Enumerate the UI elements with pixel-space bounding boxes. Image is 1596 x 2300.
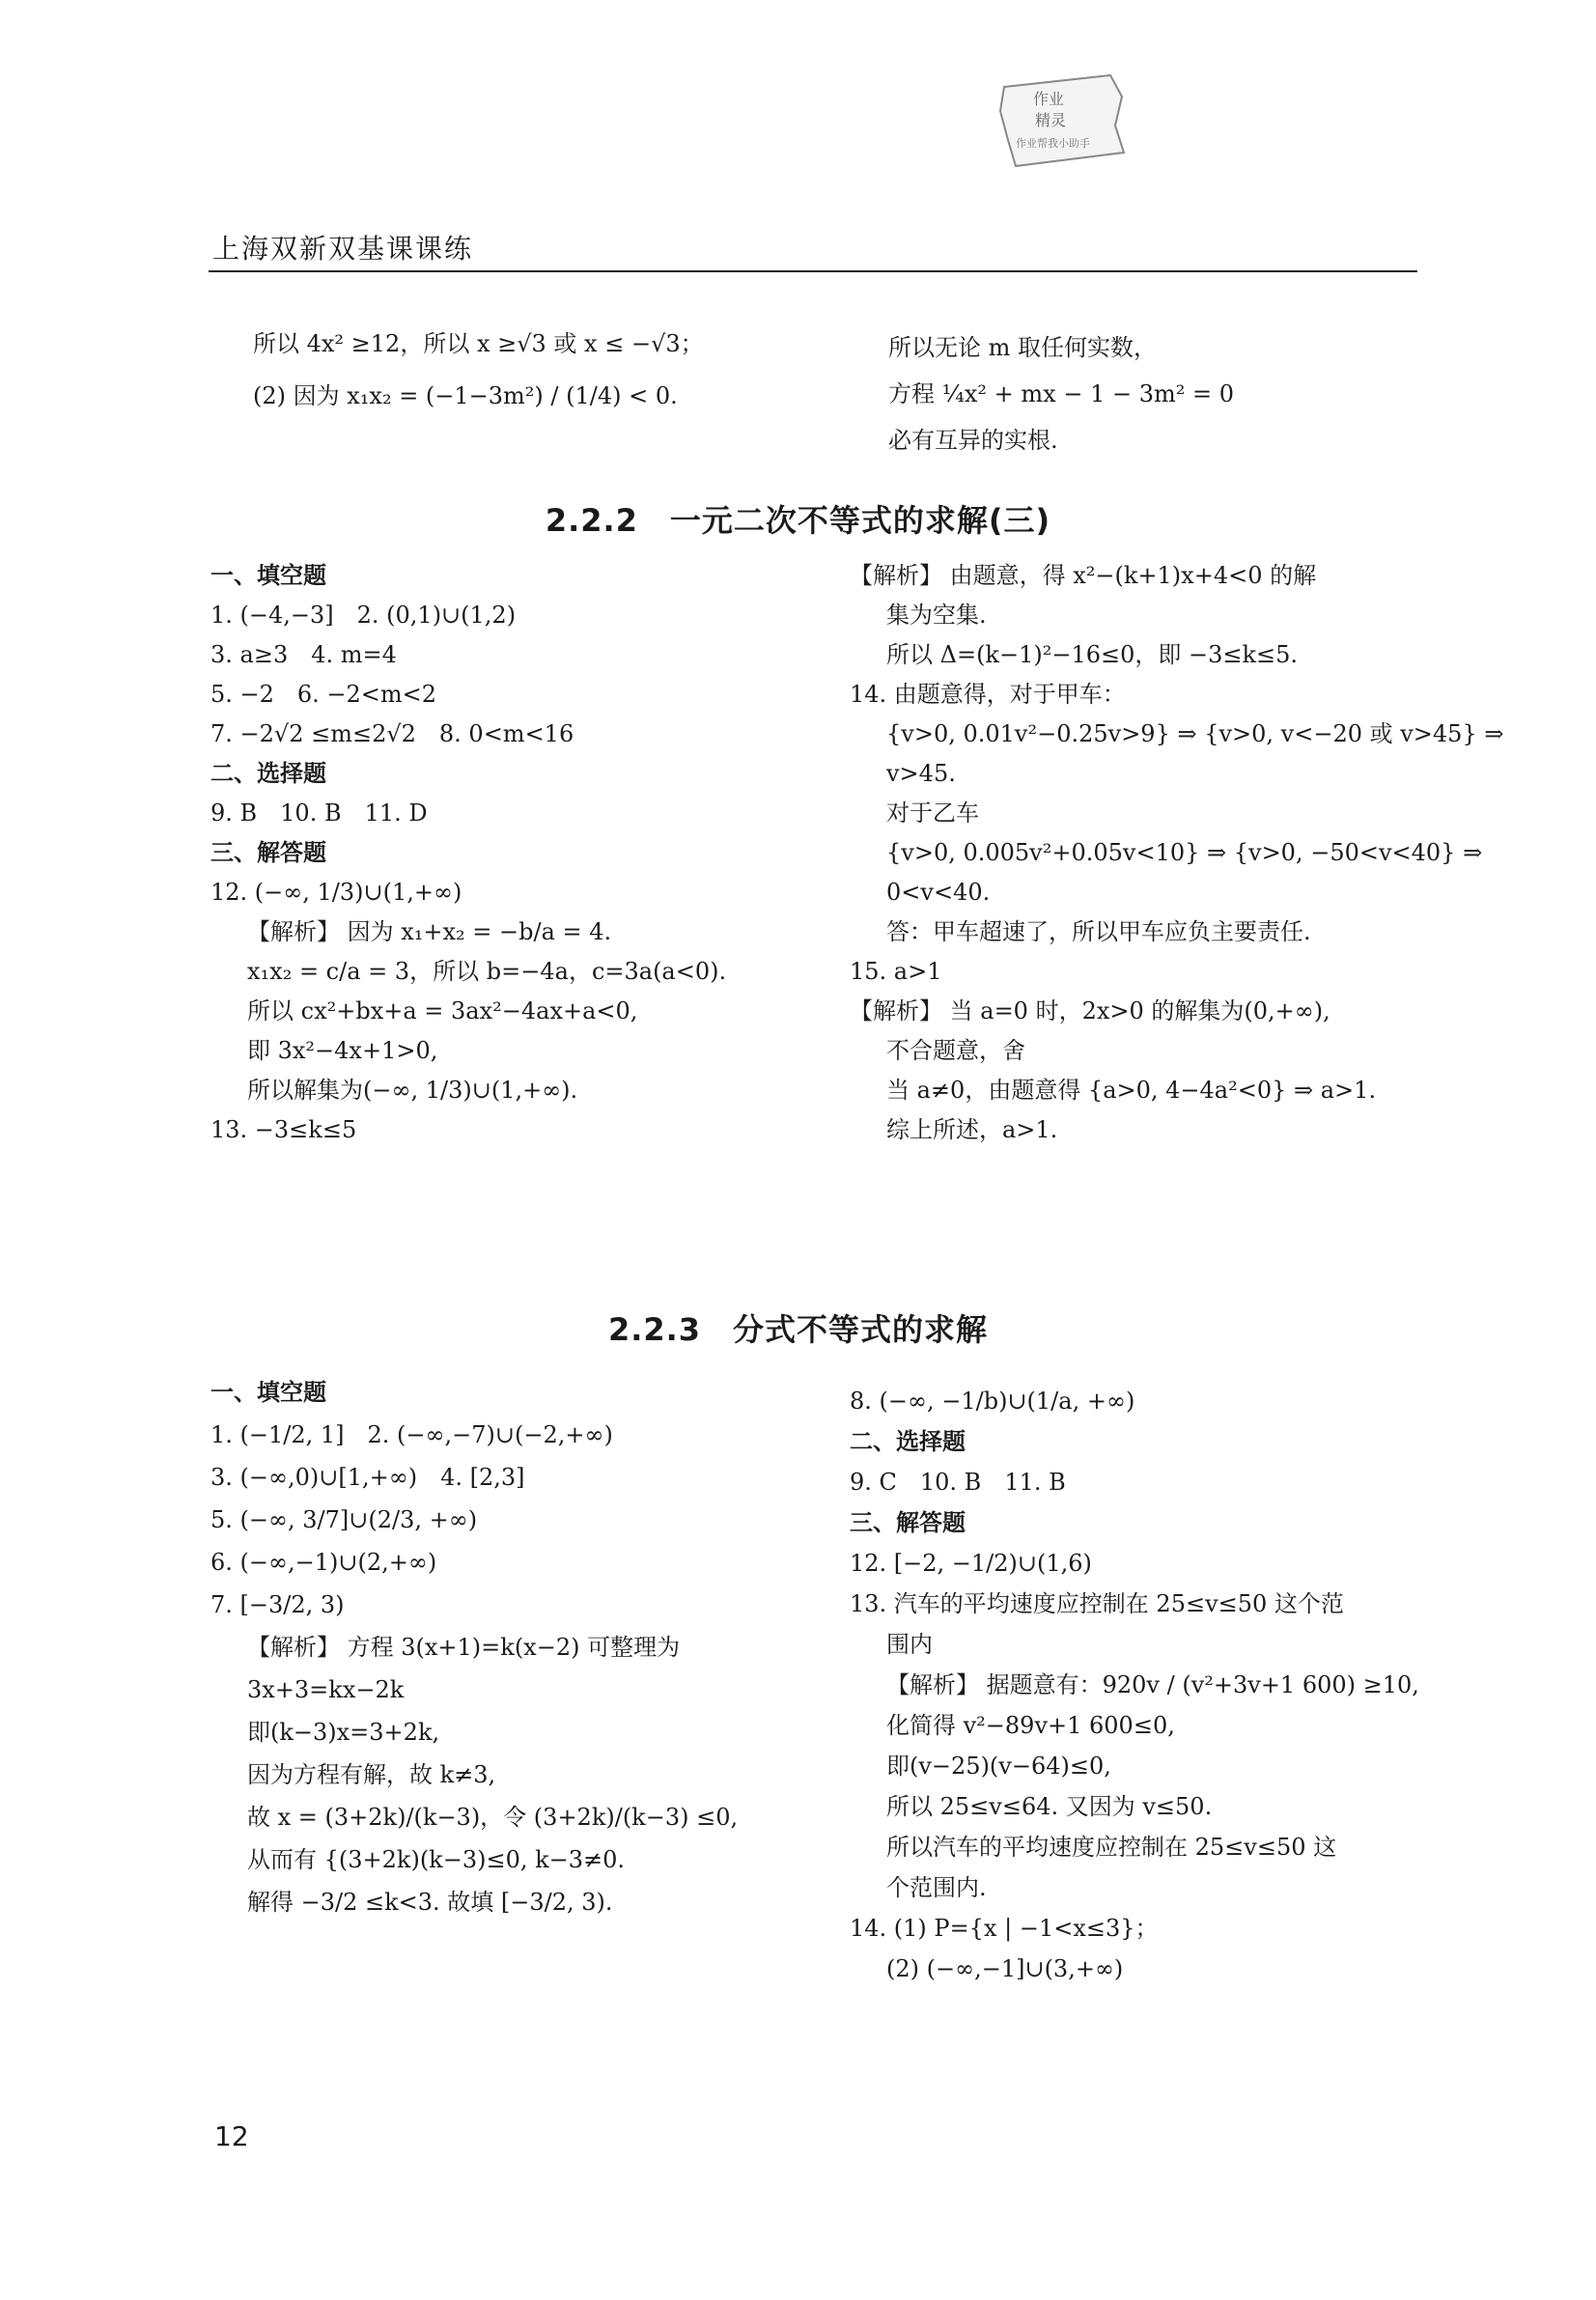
answer-line: 围内 <box>886 1631 933 1658</box>
answer-line: 3. a≥3 4. m=4 <box>210 641 397 668</box>
section-title-2-2-3: 2.2.3 分式不等式的求解 <box>607 1311 989 1348</box>
answer-line: 因为方程有解，故 k≠3, <box>247 1761 496 1788</box>
section1-right-column <box>850 556 1504 1150</box>
answer-line: 1. (−1/2, 1] 2. (−∞,−7)∪(−2,+∞) <box>210 1421 613 1448</box>
answer-line: 9. B 10. B 11. D <box>210 799 428 827</box>
answer-line: 解得 −3/2 ≤k<3. 故填 [−3/2, 3). <box>247 1889 613 1916</box>
answer-line: 13. −3≤k≤5 <box>210 1116 357 1143</box>
answer-line: 个范围内. <box>886 1874 987 1901</box>
answer-line: 8. (−∞, −1/b)∪(1/a, +∞) <box>850 1388 1135 1415</box>
subsection-heading: 二、选择题 <box>210 760 326 787</box>
stamp-graphic <box>994 68 1130 174</box>
subsection-heading: 三、解答题 <box>850 1509 966 1536</box>
stamp-line2: 精灵 <box>1035 111 1067 129</box>
text-line: 方程 ¼x² + mx − 1 − 3m² = 0 <box>888 380 1234 407</box>
answer-line: 即 3x²−4x+1>0, <box>247 1037 438 1064</box>
answer-line: 故 x = (3+2k)/(k−3)，令 (3+2k)/(k−3) ≤0, <box>247 1804 739 1831</box>
answer-line: 9. C 10. B 11. B <box>850 1469 1066 1496</box>
answer-line: 当 a≠0，由题意得 {a>0, 4−4a²<0} ⇒ a>1. <box>886 1077 1377 1104</box>
answer-line: 所以 25≤v≤64. 又因为 v≤50. <box>886 1793 1213 1820</box>
section-title-2-2-2: 2.2.2 一元二次不等式的求解(三) <box>545 502 1051 539</box>
answer-line: 3x+3=kx−2k <box>247 1676 405 1703</box>
answer-line: 即(v−25)(v−64)≤0, <box>886 1753 1111 1780</box>
answer-line: v>45. <box>886 760 956 787</box>
answer-line: 对于乙车 <box>886 799 979 827</box>
answer-line: 即(k−3)x=3+2k, <box>247 1719 440 1746</box>
subsection-heading: 一、填空题 <box>210 562 326 589</box>
page-header: 上海双新双基课课练 <box>212 233 474 265</box>
answer-line: 所以 cx²+bx+a = 3ax²−4ax+a<0, <box>247 997 638 1024</box>
header-rule <box>209 270 1417 272</box>
answer-line: 7. [−3/2, 3) <box>210 1591 345 1618</box>
answer-line: 【解析】 当 a=0 时，2x>0 的解集为(0,+∞), <box>850 997 1330 1024</box>
answer-line: 化简得 v²−89v+1 600≤0, <box>886 1712 1175 1739</box>
section2-left-column <box>210 1371 828 1923</box>
answer-line: 集为空集. <box>886 602 987 629</box>
top-right-column <box>888 324 1429 463</box>
answer-line: 12. [−2, −1/2)∪(1,6) <box>850 1550 1092 1577</box>
subsection-heading: 二、选择题 <box>850 1428 966 1455</box>
answer-line: 0<v<40. <box>886 879 991 906</box>
answer-line: 14. (1) P={x | −1<x≤3}； <box>850 1915 1159 1942</box>
answer-line: 1. (−4,−3] 2. (0,1)∪(1,2) <box>210 602 517 629</box>
answer-line: 【解析】 因为 x₁+x₂ = −b/a = 4. <box>247 918 612 945</box>
answer-line: 13. 汽车的平均速度应控制在 25≤v≤50 这个范 <box>850 1590 1344 1617</box>
text-line: 必有互异的实根. <box>888 427 1058 454</box>
answer-line: {v>0, 0.005v²+0.05v<10} ⇒ {v>0, −50<v<40} ⇒ <box>886 839 1483 866</box>
answer-line: 3. (−∞,0)∪[1,+∞) 4. [2,3] <box>210 1464 525 1491</box>
stamp-line1: 作业 <box>1033 90 1065 108</box>
answer-line: 6. (−∞,−1)∪(2,+∞) <box>210 1549 437 1576</box>
text-line: 所以无论 m 取任何实数， <box>888 334 1158 361</box>
answer-line: 不合题意，舍 <box>886 1037 1025 1064</box>
answer-line: 14. 由题意得，对于甲车： <box>850 681 1126 708</box>
section1-left-column <box>210 556 828 1150</box>
answer-line: 15. a>1 <box>850 958 942 985</box>
answer-line: (2) (−∞,−1]∪(3,+∞) <box>886 1955 1124 1982</box>
answer-line: 综上所述，a>1. <box>886 1116 1058 1143</box>
answer-line: 【解析】 据题意有：920v / (v²+3v+1 600) ≥10, <box>886 1671 1419 1698</box>
answer-line: {v>0, 0.01v²−0.25v>9} ⇒ {v>0, v<−20 或 v>45} ⇒ <box>886 720 1504 747</box>
answer-line: 从而有 {(3+2k)(k−3)≤0, k−3≠0. <box>247 1846 626 1873</box>
page-number: 12 <box>214 2120 249 2152</box>
top-left-column <box>253 324 794 415</box>
answer-line: 【解析】 方程 3(x+1)=k(x−2) 可整理为 <box>247 1634 681 1661</box>
answer-line: 12. (−∞, 1/3)∪(1,+∞) <box>210 879 462 906</box>
stamp-logo <box>994 68 1130 174</box>
subsection-heading: 一、填空题 <box>210 1379 326 1406</box>
answer-line: 5. −2 6. −2<m<2 <box>210 681 437 708</box>
answer-line: 答：甲车超速了，所以甲车应负主要责任. <box>886 918 1311 945</box>
stamp-line3: 作业帮我小助手 <box>1016 137 1090 150</box>
answer-line: 5. (−∞, 3/7]∪(2/3, +∞) <box>210 1506 478 1533</box>
answer-line: 所以解集为(−∞, 1/3)∪(1,+∞). <box>247 1077 578 1104</box>
text-line: (2) 因为 x₁x₂ = (−1−3m²) / (1/4) < 0. <box>253 382 678 409</box>
subsection-heading: 三、解答题 <box>210 839 326 866</box>
answer-line: 所以 Δ=(k−1)²−16≤0，即 −3≤k≤5. <box>886 641 1299 668</box>
answer-line: x₁x₂ = c/a = 3，所以 b=−4a，c=3a(a<0). <box>247 958 727 985</box>
section2-right-column <box>850 1381 1429 1989</box>
answer-line: 7. −2√2 ≤m≤2√2 8. 0<m<16 <box>210 720 574 747</box>
text-line: 所以 4x² ≥12，所以 x ≥√3 或 x ≤ −√3； <box>253 330 704 357</box>
answer-line: 所以汽车的平均速度应控制在 25≤v≤50 这 <box>886 1834 1337 1861</box>
answer-line: 【解析】 由题意，得 x²−(k+1)x+4<0 的解 <box>850 562 1317 589</box>
